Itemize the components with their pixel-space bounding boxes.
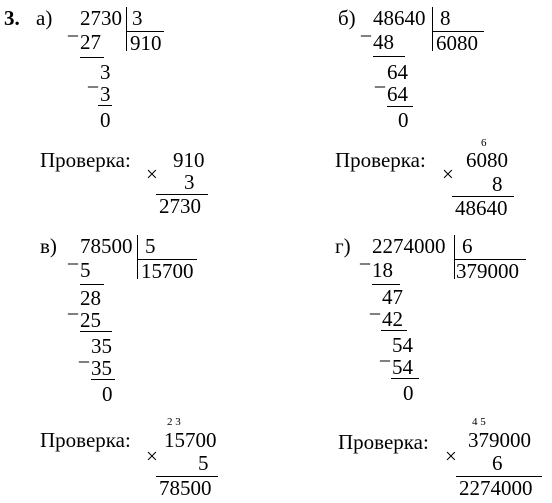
minus-sign: _ [360,245,370,267]
divisor-v: 5 [145,234,156,258]
minus-sign: _ [68,295,78,317]
check-label-v: Проверка: [40,428,131,452]
dividend-v: 78500 [80,234,133,258]
step-v-6: 0 [102,382,113,406]
check-a-top: 910 [173,148,205,172]
step-g-5: 54 [392,355,413,379]
quotient-b: 6080 [436,31,478,55]
minus-sign: _ [68,17,78,39]
minus-sign: _ [88,68,98,90]
step-v-2: 28 [80,286,101,310]
step-v-3: 25 [80,308,101,332]
check-v-top: 15700 [164,428,217,452]
division-bar [432,7,433,51]
step-a-2: 3 [100,60,111,84]
quotient-v: 15700 [141,259,194,283]
check-a-result: 2730 [159,194,201,218]
step-g-3: 42 [382,307,403,331]
step-line [373,56,405,57]
step-b-4: 0 [398,108,409,132]
step-g-4: 54 [392,333,413,357]
step-b-1: 48 [373,30,394,54]
divisor-a: 3 [132,6,143,30]
dividend-a: 2730 [80,6,122,30]
step-line [80,331,112,332]
label-v: в) [40,234,57,258]
step-v-5: 35 [91,356,112,380]
quotient-g: 379000 [456,259,519,283]
minus-sign: _ [68,245,78,267]
divisor-g: 6 [462,234,473,258]
times-sign: × [442,162,454,186]
step-line [80,284,104,285]
times-sign: × [445,444,457,468]
carry-v: 2 3 [167,416,181,428]
step-b-3: 64 [387,82,408,106]
check-g-bottom: 6 [492,451,503,475]
step-v-1: 5 [80,258,91,282]
division-bar [137,235,138,279]
divisor-b: 8 [440,6,451,30]
step-line [91,379,115,380]
quotient-a: 910 [130,31,162,55]
label-b: б) [338,6,356,30]
dividend-g: 2274000 [372,234,446,258]
minus-sign: _ [79,343,89,365]
carry-b: 6 [481,137,487,149]
step-line [80,57,104,58]
problem-number: 3. [4,6,20,30]
check-g-top: 379000 [468,428,531,452]
check-v-bottom: 5 [198,451,209,475]
step-a-4: 0 [100,108,111,132]
step-line [381,330,407,331]
minus-sign: _ [375,68,385,90]
carry-g: 4 5 [472,416,486,428]
minus-sign: _ [361,17,371,39]
check-g-result: 2274000 [459,476,533,500]
step-line [391,378,419,379]
label-a: а) [36,6,53,30]
step-g-6: 0 [403,381,414,405]
check-label-a: Проверка: [40,148,131,172]
check-b-top: 6080 [466,148,508,172]
minus-sign: _ [370,295,380,317]
times-sign: × [146,444,158,468]
step-line [387,106,413,107]
check-v-result: 78500 [159,476,212,500]
check-b-result: 48640 [455,196,508,220]
dividend-b: 48640 [373,6,426,30]
step-a-3: 3 [100,82,111,106]
step-g-2: 47 [382,285,403,309]
step-v-4: 35 [91,334,112,358]
check-a-bottom: 3 [184,170,195,194]
label-g: г) [335,234,351,258]
minus-sign: _ [380,342,390,364]
division-bar [454,235,455,279]
check-label-g: Проверка: [338,430,429,454]
step-line [98,105,112,106]
check-label-b: Проверка: [335,148,426,172]
step-a-1: 27 [80,30,101,54]
check-b-bottom: 8 [492,172,503,196]
division-bar [126,7,127,51]
step-g-1: 18 [372,258,393,282]
step-b-2: 64 [387,60,408,84]
times-sign: × [146,162,158,186]
